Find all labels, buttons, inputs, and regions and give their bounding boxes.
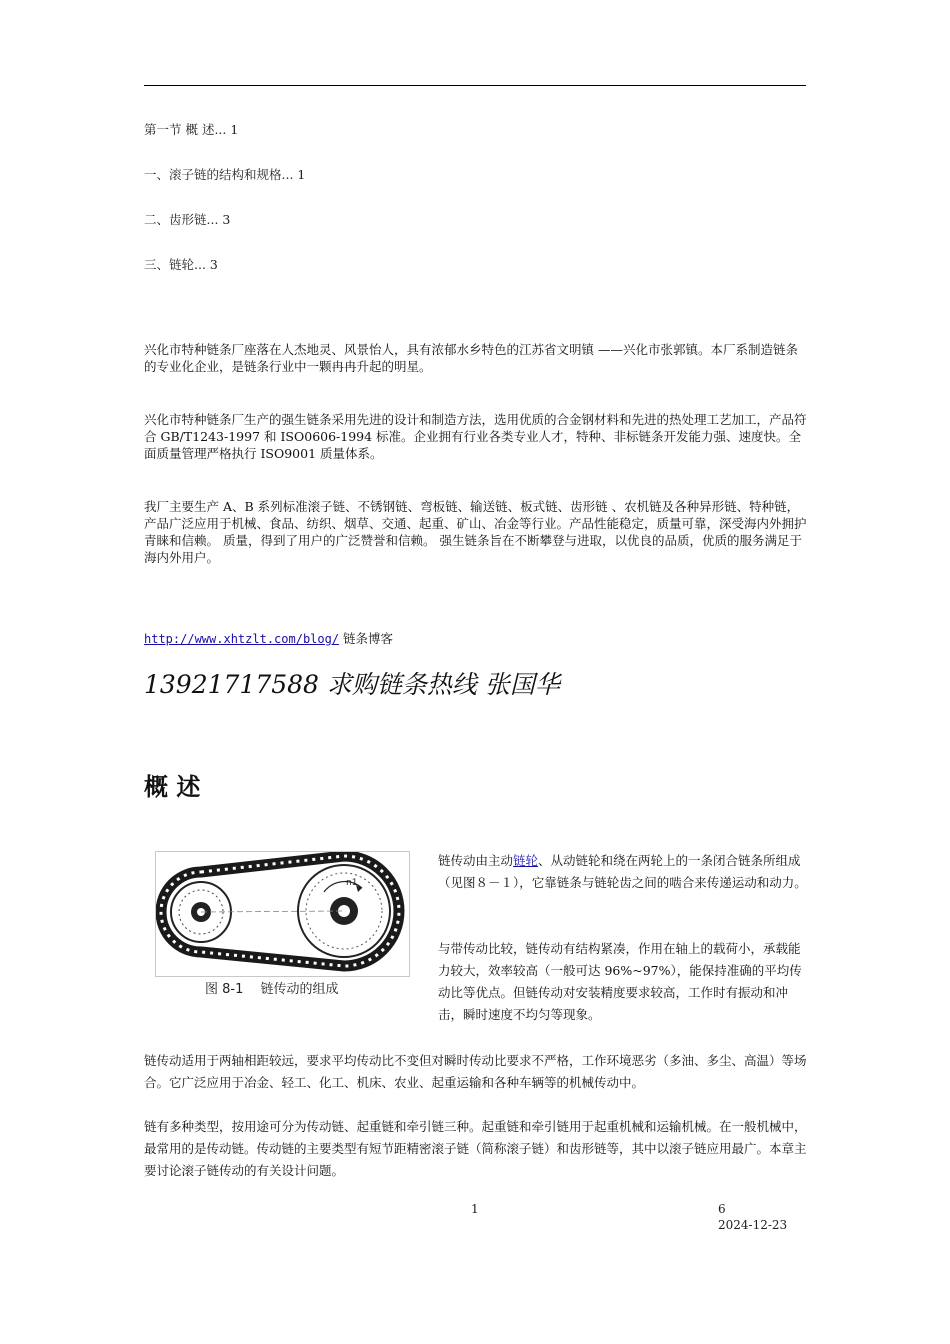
header-rule	[144, 85, 806, 86]
side-text: 链传动由主动	[438, 853, 514, 868]
blog-label: 链条博客	[339, 631, 394, 646]
body-paragraph-2: 链有多种类型，按用途可分为传动链、起重链和牵引链三种。起重链和牵引链用于起重机械和运输机械。在一般机械中，最常用的是传动链。传动链的主要类型有短节距精密滚子链（简称滚子链）和齿形链等，其中以滚子链应用最广。本章主要讨论滚子链传动的有关设计问题。	[144, 1119, 807, 1178]
figure-caption: 图 8-1 链传动的组成	[205, 982, 339, 997]
sprocket-link[interactable]: 链轮	[513, 853, 539, 868]
intro-paragraph-1: 兴化市特种链条厂座落在人杰地灵、风景怡人，具有浓郁水乡特色的江苏省文明镇 ——兴化市张郭镇。本厂系制造链条的专业化企业，是链条行业中一颗冉冉升起的明星。	[144, 342, 798, 374]
hotline-text: 13921717588 求购链条热线 张国华	[144, 670, 560, 699]
blog-link[interactable]: http://www.xhtzlt.com/blog/	[144, 632, 340, 646]
chain-drive-figure	[155, 851, 410, 977]
footer-number: 6	[718, 1202, 726, 1216]
page-number: 1	[471, 1202, 479, 1216]
intro-paragraph-2: 兴化市特种链条厂生产的强生链条采用先进的设计和制造方法，选用优质的合金钢材料和先进的热处理工艺加工，产品符合 GB/T1243-1997 和 ISO0606-1994 标准。企业拥有行业各类专业人才，特种、非标链条开发能力强、速度快。全面质量管理严格执行 ISO9001 质量体系。	[144, 412, 807, 461]
intro-paragraph-3: 我厂主要生产 A、B 系列标准滚子链、不锈钢链、弯板链、输送链、板式链、齿形链 、农机链及各种异形链、特种链，产品广泛应用于机械、食品、纺织、烟草、交通、起重、矿山、冶金等行业。产品性能稳定，质量可靠，深受海内外拥护青睐和信赖。 质量，得到了用户的广泛赞誉和信赖。 强生链条旨在不断攀登与进取，以优良的品质，优质的服务满足于海内外用户。	[144, 499, 807, 565]
section-heading: 概 述	[144, 773, 201, 801]
toc-item[interactable]: 第一节 概 述... 1	[144, 122, 239, 137]
rotation-label: n1	[346, 878, 358, 888]
toc-item[interactable]: 一、滚子链的结构和规格... 1	[144, 167, 306, 182]
side-paragraph-2: 与带传动比较，链传动有结构紧凑，作用在轴上的载荷小，承载能力较大，效率较高（一般可达 96%~97%），能保持准确的平均传动比等优点。但链传动对安装精度要求较高，工作时有振动和冲击，瞬时速度不均匀等现象。	[438, 941, 802, 1022]
toc-item[interactable]: 三、链轮... 3	[144, 257, 218, 272]
side-paragraph-1	[438, 850, 808, 894]
toc-item[interactable]: 二、齿形链... 3	[144, 212, 231, 227]
footer-date: 2024-12-23	[718, 1218, 788, 1232]
body-paragraph-1: 链传动适用于两轴相距较远，要求平均传动比不变但对瞬时传动比要求不严格，工作环境恶劣（多油、多尘、高温）等场合。它广泛应用于冶金、轻工、化工、机床、农业、起重运输和各种车辆等的机械传动中。	[144, 1053, 807, 1090]
blog-line	[144, 631, 393, 647]
side-text: 、从动链轮和绕在两轮上的一条闭合链条所组成（见图８－１），它靠链条与链轮齿之间的啮合来传递运动和动力。	[438, 853, 807, 890]
chain-drive-illustration	[156, 852, 409, 976]
